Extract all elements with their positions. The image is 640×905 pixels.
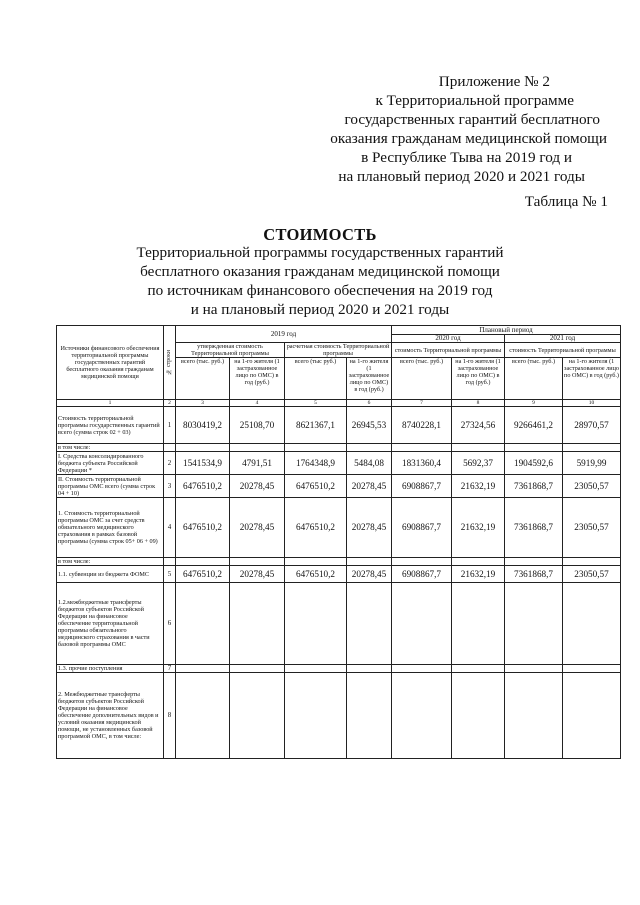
header-2020: 2020 год <box>392 335 505 343</box>
cell-value: 4791,51 <box>230 452 285 475</box>
cell-value: 8740228,1 <box>392 407 452 444</box>
cell-value: 5692,37 <box>452 452 505 475</box>
table-row <box>57 475 621 498</box>
cell-value: 28970,57 <box>563 407 621 444</box>
table-row <box>57 583 621 665</box>
cell-value: 1831360,4 <box>392 452 452 475</box>
cell-value: 20278,45 <box>230 566 285 583</box>
subtitle-line-4: и на плановый период 2020 и 2021 годы <box>190 301 450 318</box>
cell-value: 6908867,7 <box>392 475 452 498</box>
cell-value: 6476510,2 <box>176 498 230 558</box>
appendix-line-3: государственных гарантий бесплатного <box>344 111 600 128</box>
cell-value: 27324,56 <box>452 407 505 444</box>
cell-value: 9266461,2 <box>505 407 563 444</box>
document-title: СТОИМОСТЬ <box>263 225 377 244</box>
row-label: 1.1. субвенции из бюджета ФОМС <box>57 566 164 583</box>
cell-value: 20278,45 <box>347 475 392 498</box>
cell-value: 6908867,7 <box>392 498 452 558</box>
header-2019: 2019 год <box>176 326 392 343</box>
table-row <box>57 673 621 759</box>
header-per-capita-2021: на 1-го жителя (1 застрахованное лицо по ОМС) в год (руб.) <box>563 358 621 400</box>
cell-value: 21632,19 <box>452 475 505 498</box>
cell-value: 7361868,7 <box>505 566 563 583</box>
header-total-2021: всего (тыс. руб.) <box>505 358 563 400</box>
row-label: Стоимость территориальной программы государственных гарантий всего (сумма строк 02 + 03) <box>57 407 164 444</box>
header-per-capita-approved: на 1-го жителя (1 застрахованное лицо по ОМС) в год (руб.) <box>230 358 285 400</box>
table-row <box>57 452 621 475</box>
cell-value: 21632,19 <box>452 498 505 558</box>
table-row <box>57 566 621 583</box>
cell-value: 25108,70 <box>230 407 285 444</box>
cell-value: 5919,99 <box>563 452 621 475</box>
cell-value: 1904592,6 <box>505 452 563 475</box>
document-subtitle <box>0 243 640 319</box>
cell-value: 1764348,9 <box>285 452 347 475</box>
cell-value: 20278,45 <box>230 498 285 558</box>
row-number: 8 <box>164 673 176 759</box>
header-source: Источники финансового обеспечения территориальной программы государственных гарантий бесплатного оказания гражданам медицинской помощи <box>57 326 164 400</box>
appendix-line-6: на плановый период 2020 и 2021 годы <box>338 168 585 185</box>
row-number: 2 <box>164 452 176 475</box>
table-row <box>57 407 621 444</box>
column-index: 8 <box>452 400 505 407</box>
cell-value: 20278,45 <box>230 475 285 498</box>
header-total-2020: всего (тыс. руб.) <box>392 358 452 400</box>
cell-value: 23050,57 <box>563 475 621 498</box>
row-number: 4 <box>164 498 176 558</box>
header-cost-2021: стоимость Территориальной программы <box>505 343 621 358</box>
table-row <box>57 665 621 673</box>
table-row <box>57 498 621 558</box>
appendix-line-2: к Территориальной программе <box>375 92 574 109</box>
cell-value: 6476510,2 <box>285 498 347 558</box>
appendix-line-4: оказания гражданам медицинской помощи <box>330 130 607 147</box>
row-label: 1. Стоимость территориальной программы ОМС за счет средств обязательного медицинского страхования в рамках базовой программы (сумма строк 05+ 06 + 09) <box>57 498 164 558</box>
column-index: 7 <box>392 400 452 407</box>
cell-value: 6476510,2 <box>176 566 230 583</box>
cell-value: 8621367,1 <box>285 407 347 444</box>
column-index: 6 <box>347 400 392 407</box>
header-cost-2020: стоимость Территориальной программы <box>392 343 505 358</box>
subtitle-line-2: бесплатного оказания гражданам медицинской помощи <box>140 263 500 280</box>
column-index: 9 <box>505 400 563 407</box>
cell-value: 1541534,9 <box>176 452 230 475</box>
header-total-approved: всего (тыс. руб.) <box>176 358 230 400</box>
table-row <box>57 444 621 452</box>
row-number: 3 <box>164 475 176 498</box>
subtitle-line-3: по источникам финансового обеспечения на 2019 год <box>147 282 493 299</box>
cell-value: 26945,53 <box>347 407 392 444</box>
cell-value: 7361868,7 <box>505 498 563 558</box>
header-2021: 2021 год <box>505 335 621 343</box>
cell-value: 21632,19 <box>452 566 505 583</box>
cell-value: 8030419,2 <box>176 407 230 444</box>
header-approved-cost: утвержденная стоимость Территориальной программы <box>176 343 285 358</box>
cell-value: 5484,08 <box>347 452 392 475</box>
cell-value: 6476510,2 <box>285 475 347 498</box>
header-per-capita-calculated: на 1-го жителя (1 застрахованное лицо по ОМС) в год (руб.) <box>347 358 392 400</box>
cost-table <box>56 325 621 759</box>
row-number: 6 <box>164 583 176 665</box>
row-label: II. Стоимость территориальной программы ОМС всего (сумма строк 04 + 10) <box>57 475 164 498</box>
cell-value: 23050,57 <box>563 566 621 583</box>
header-row-number: № строки <box>164 326 176 400</box>
cell-value: 6908867,7 <box>392 566 452 583</box>
row-number: 7 <box>164 665 176 673</box>
row-label: 2. Межбюджетные трансферты бюджетов субъектов Российской Федерации на финансовое обеспечение дополнительных видов и условий оказания медицинской помощи, не установленных базовой программой ОМС, в том числе: <box>57 673 164 759</box>
row-number: 5 <box>164 566 176 583</box>
table-number: Таблица № 1 <box>524 193 608 210</box>
row-label: в том числе: <box>57 558 164 566</box>
subtitle-line-1: Территориальной программы государственных гарантий <box>136 244 504 261</box>
cell-value: 20278,45 <box>347 566 392 583</box>
appendix-line-1: Приложение № 2 <box>438 73 550 90</box>
cell-value: 20278,45 <box>347 498 392 558</box>
row-number <box>164 444 176 452</box>
cell-value: 7361868,7 <box>505 475 563 498</box>
header-calculated-cost: расчетная стоимость Территориальной программы <box>285 343 392 358</box>
row-label: в том числе: <box>57 444 164 452</box>
column-index: 1 <box>57 400 164 407</box>
header-plan-period: Плановый период <box>392 326 621 335</box>
table-row <box>57 558 621 566</box>
header-total-calculated: всего (тыс руб.) <box>285 358 347 400</box>
row-label: 1.3. прочие поступления <box>57 665 164 673</box>
header-per-capita-2020: на 1-го жителя (1 застрахованное лицо по ОМС) в год (руб.) <box>452 358 505 400</box>
row-number <box>164 558 176 566</box>
cell-value: 6476510,2 <box>285 566 347 583</box>
row-label: 1.2.межбюджетные трансферты бюджетов субъектов Российской Федерации на финансовое обеспечение территориальной программы обязательного медицинского страхования в части базовой программы ОМС <box>57 583 164 665</box>
appendix-line-5: в Республике Тыва на 2019 год и <box>361 149 572 166</box>
column-index: 5 <box>285 400 347 407</box>
cell-value: 23050,57 <box>563 498 621 558</box>
column-index-row <box>57 400 621 407</box>
column-index: 4 <box>230 400 285 407</box>
column-index: 10 <box>563 400 621 407</box>
column-index: 3 <box>176 400 230 407</box>
cell-value: 6476510,2 <box>176 475 230 498</box>
column-index: 2 <box>164 400 176 407</box>
row-label: I. Средства консолидированного бюджета субъекта Российской Федерации * <box>57 452 164 475</box>
row-number: 1 <box>164 407 176 444</box>
